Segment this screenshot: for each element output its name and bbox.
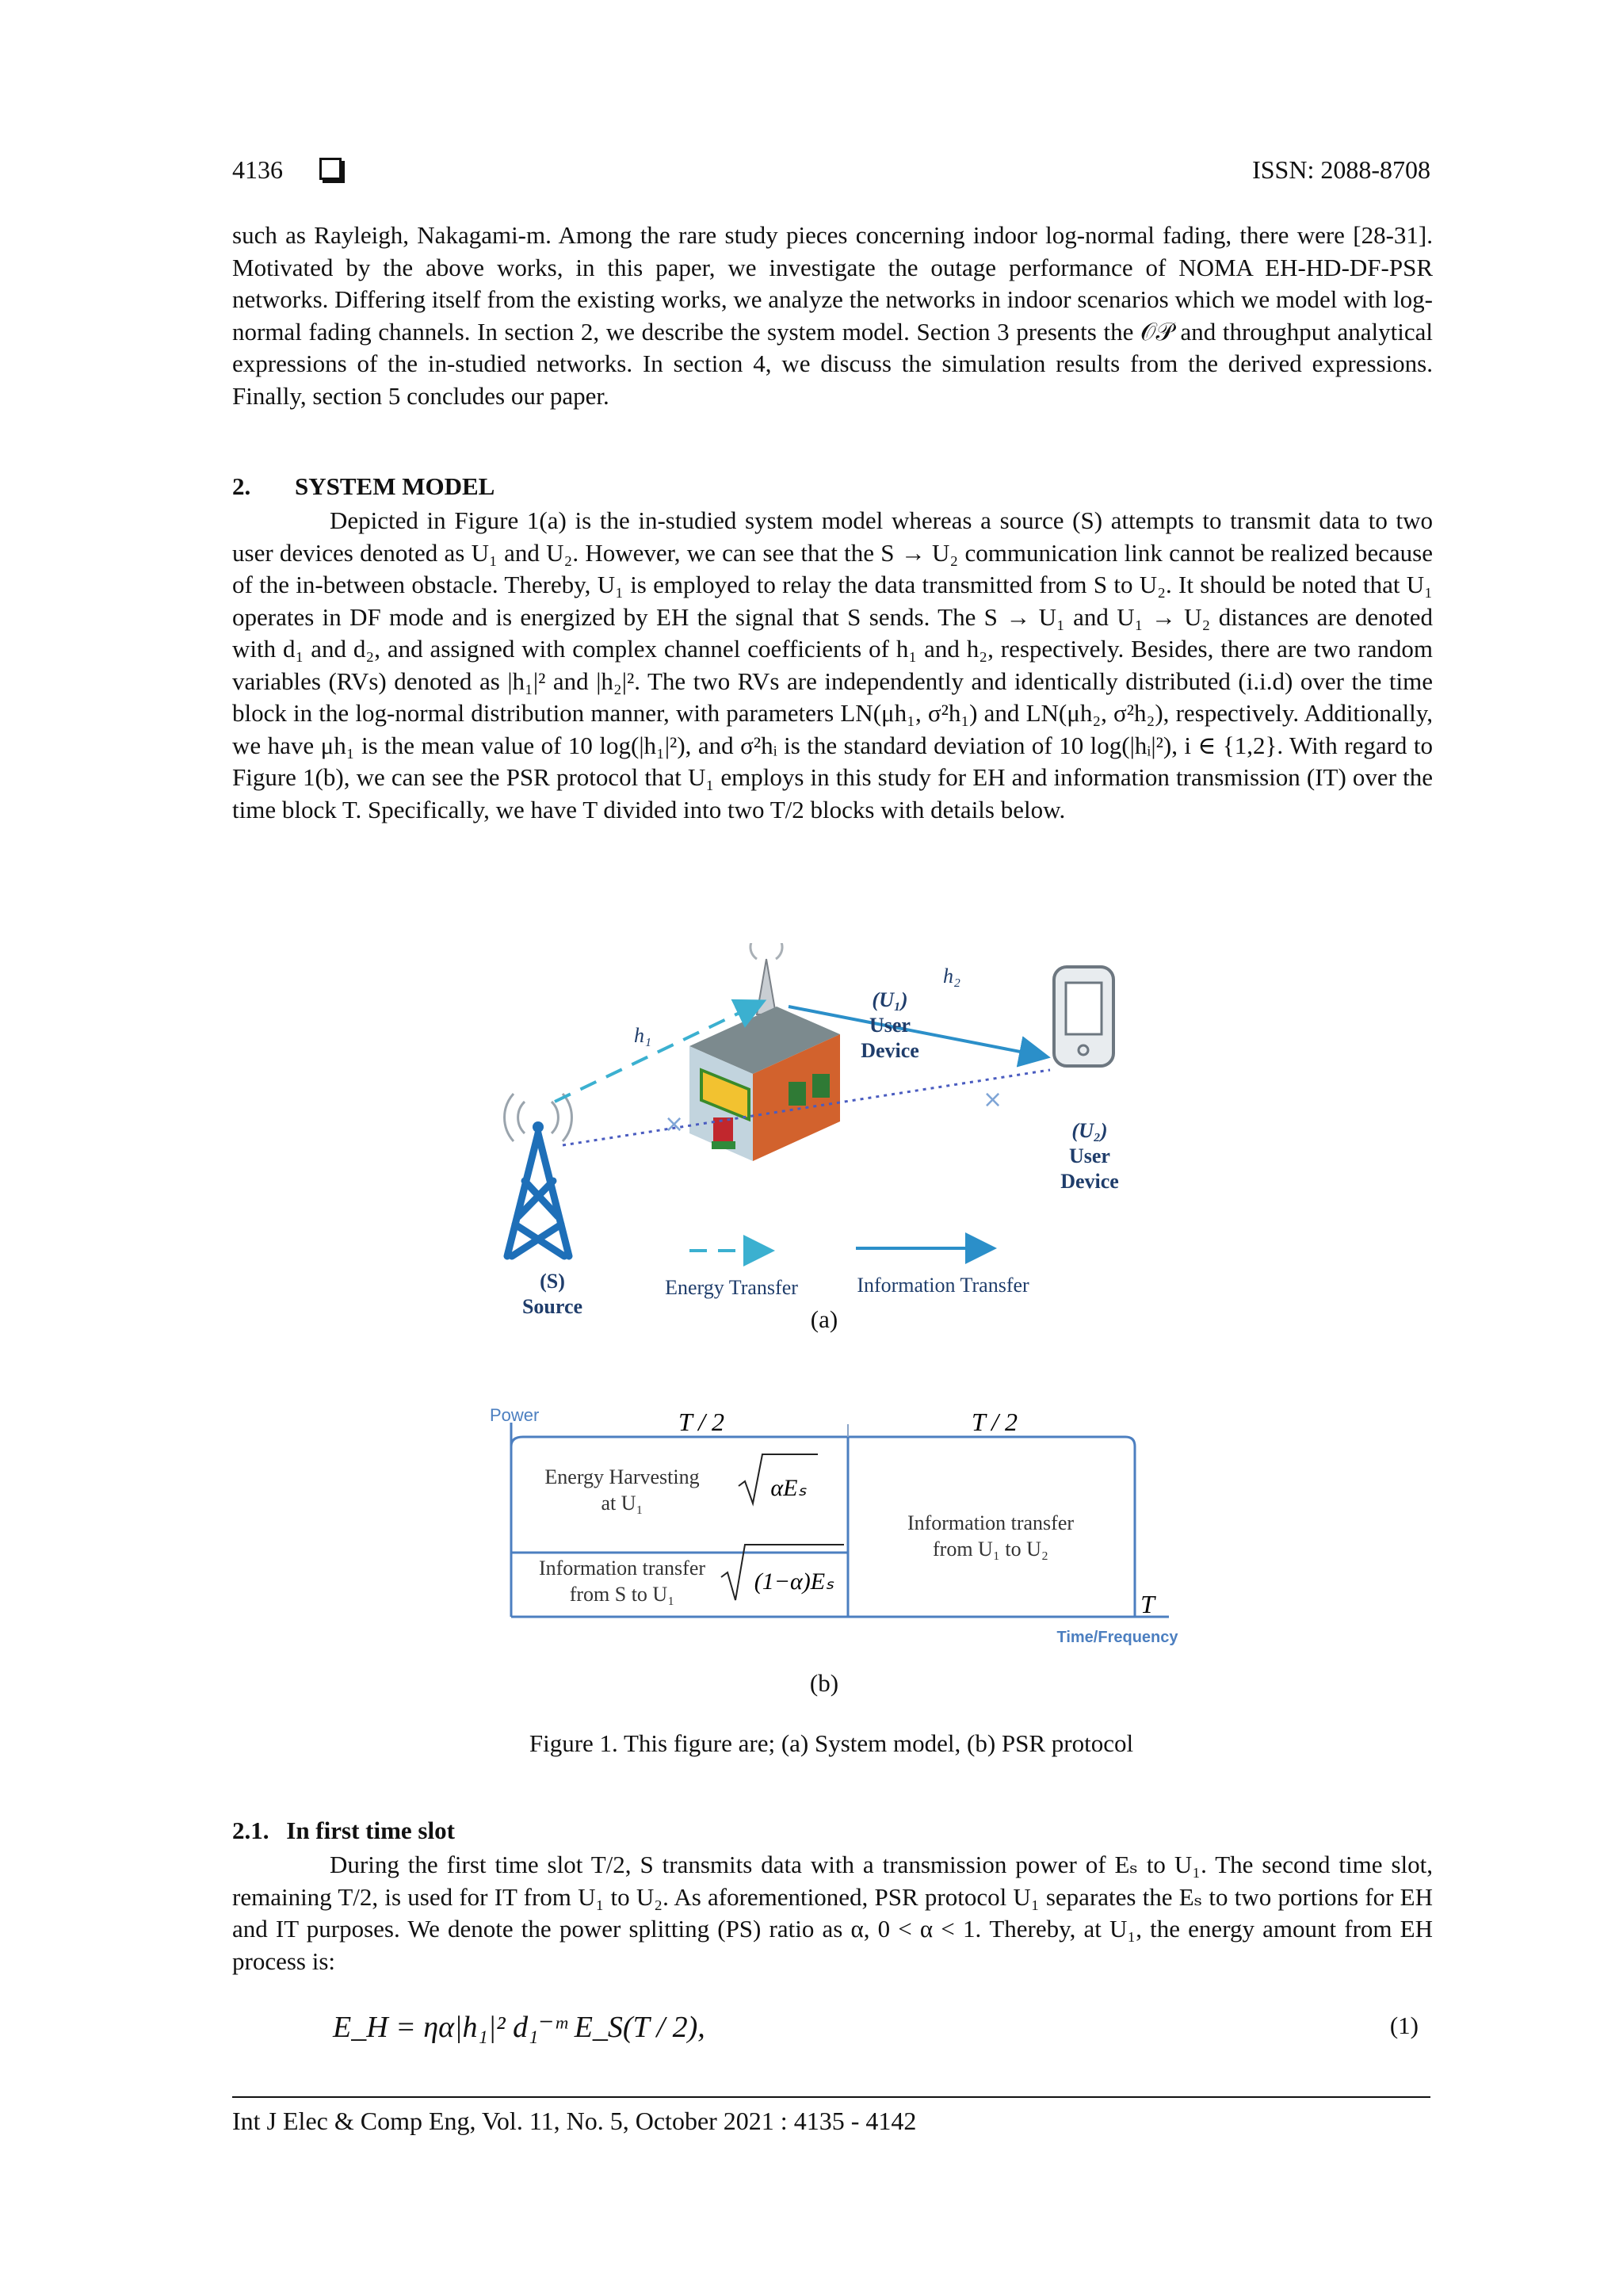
system-model-text: Depicted in Figure 1(a) is the in-studied system model whereas a source (S) attempts to transmit data to two user devices denoted as U₁ and U₂. However, we can see that the S → U₂ communication link cannot be realized because of the in-between obstacle. Thereby, U₁ is employed to relay the data transmitted from S to U₂. It should be noted that U₁ operates in DF mode and is energized by EH the signal that S sends. The S → U₁ and U₁ → U₂ distances are denoted with d₁ and d₂, and assigned with complex channel coefficients of h₁ and h₂, respectively. Besides, there are two random variables (RVs) denoted as |h₁|² and |h₂|². The two RVs are independently and identically distributed (i.i.d) over the time block in the log-normal distribution manner, with parameters LN(μh₁, σ²h₁) and LN(μh₂, σ²h₂), respectively. Additionally, we have μh₁ is the mean value of 10 log(|h₁|²), and σ²hᵢ is the standard deviation of 10 log(|hᵢ|²), i ∈ {1,2}. With regard to Figure 1(b), we can see the PSR protocol that U₁ employs in this study for EH and information transmission (IT) over the time block T. Specifically, we have T divided into two T/2 blocks with details below. xyxy=(232,506,1433,823)
source-tower-icon xyxy=(505,1094,572,1256)
first-time-slot-paragraph xyxy=(232,1849,1433,1977)
figure-caption: Figure 1. This figure are; (a) System model, (b) PSR protocol xyxy=(529,1729,1134,1757)
header-issn: ISSN: 2088-8708 xyxy=(1252,155,1430,184)
system-model-paragraph xyxy=(232,505,1433,826)
footer-citation: Int J Elec & Comp Eng, Vol. 11, No. 5, October 2021 : 4135 - 4142 xyxy=(232,2107,917,2135)
figure-a-caption: (a) xyxy=(810,1305,838,1333)
it2-line2: from U₁ to U₂ xyxy=(933,1538,1048,1561)
relay-building-icon xyxy=(689,943,840,1161)
footer-rule xyxy=(232,2096,1430,2098)
source-label: (S) xyxy=(540,1270,565,1293)
user-device-phone-icon xyxy=(1054,967,1113,1066)
it1-line2: from S to U₁ xyxy=(569,1583,675,1606)
it2-line1: Information transfer xyxy=(907,1511,1075,1534)
first-time-slot-text: During the first time slot T/2, S transmits data with a transmission power of Eₛ to U₁. The second time slot, remaining T/2, is used for IT from U₁ to U₂. As aforementioned, PSR protocol U₁ separates the Eₛ to two portions for EH and IT purposes. We denote the power splitting (PS) ratio as α, 0 < α < 1. Thereby, at U₁, the energy amount from EH process is: xyxy=(232,1851,1433,1975)
blocked-x-icon: × xyxy=(664,1110,685,1138)
second-half-label: T / 2 xyxy=(971,1408,1018,1436)
u2-line1: User xyxy=(1069,1144,1110,1167)
u1-label: (U₁) xyxy=(872,988,908,1011)
eh-formula xyxy=(739,1454,818,1503)
blocked-x-icon: × xyxy=(983,1086,1003,1114)
header-page-number: 4136 xyxy=(232,155,342,185)
section-number: 2. xyxy=(232,472,251,500)
u1-line1: User xyxy=(869,1014,911,1037)
figure-b-psr-protocol xyxy=(483,1407,1181,1660)
time-frequency-label: Time/Frequency xyxy=(1056,1629,1178,1646)
eh-line1: Energy Harvesting xyxy=(544,1465,700,1488)
legend-info-label: Information Transfer xyxy=(857,1274,1029,1297)
svg-text:αEₛ: αEₛ xyxy=(770,1475,807,1501)
source-name: Source xyxy=(521,1295,583,1318)
intro-paragraph xyxy=(232,220,1433,412)
u2-label: (U₂) xyxy=(1071,1119,1108,1142)
square-icon xyxy=(319,158,342,180)
h2-label: h₂ xyxy=(943,965,961,988)
power-axis-label: Power xyxy=(490,1407,540,1425)
legend-energy-label: Energy Transfer xyxy=(665,1276,798,1299)
t-axis-label: T xyxy=(1140,1590,1155,1618)
u2-line2: Device xyxy=(1060,1170,1119,1193)
subsection-title: In first time slot xyxy=(286,1817,455,1844)
svg-text:(1−α)Eₛ: (1−α)Eₛ xyxy=(754,1568,834,1595)
subsection-heading xyxy=(232,1817,455,1845)
equation-number: (1) xyxy=(1389,2011,1419,2039)
h1-label: h₁ xyxy=(634,1024,652,1047)
first-half-label: T / 2 xyxy=(678,1408,725,1436)
intro-text: such as Rayleigh, Nakagami-m. Among the rare study pieces concerning indoor log-normal fading, there were [28-31]. Motivated by the above works, in this paper, we investigate the outage performance of NOMA EH-HD-DF-PSR networks. Differing itself from the existing works, we analyze the networks in indoor scenarios which we model with log-normal fading channels. In section 2, we describe the system model. Section 3 presents the 𝒪𝒫 and throughput analytical expressions of the in-studied networks. In section 4, we discuss the simulation results from the derived expressions. Finally, section 5 concludes our paper. xyxy=(232,221,1433,410)
eh-line2: at U₁ xyxy=(601,1492,643,1515)
figure-b-caption: (b) xyxy=(809,1669,839,1697)
section-title: SYSTEM MODEL xyxy=(295,472,495,500)
it1-line1: Information transfer xyxy=(538,1557,706,1580)
equation-1: E_H = ηα|h₁|² d₁⁻ᵐ E_S(T / 2), xyxy=(333,2011,705,2044)
u1-line2: Device xyxy=(861,1039,919,1062)
section-heading xyxy=(232,472,495,501)
subsection-number: 2.1. xyxy=(232,1817,269,1844)
figure-a-system-model xyxy=(475,943,1189,1363)
